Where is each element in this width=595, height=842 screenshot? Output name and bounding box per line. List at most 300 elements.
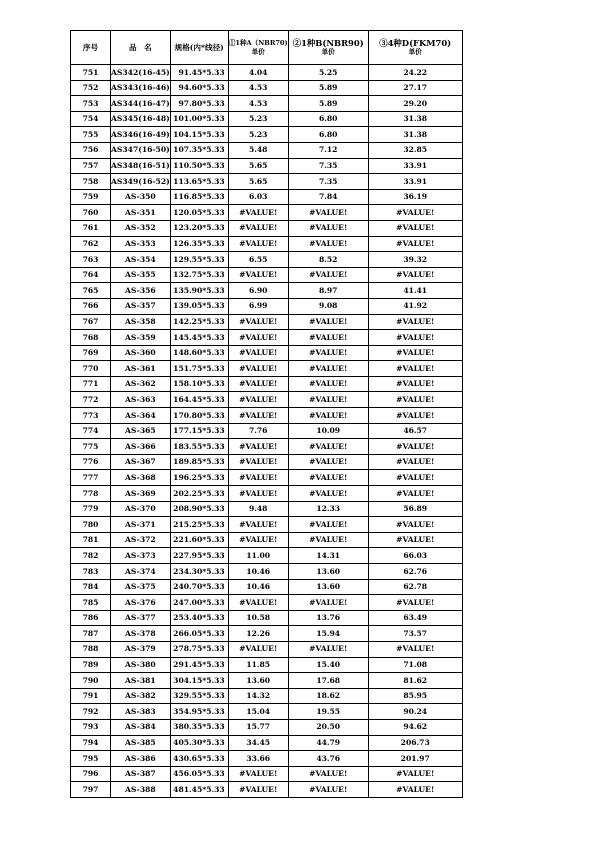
cell-name: AS-375: [111, 579, 171, 595]
cell-price-a: #VALUE!: [228, 641, 288, 657]
cell-name: AS-363: [111, 392, 171, 408]
cell-spec: 139.05*5.33: [170, 298, 228, 314]
cell-seq: 774: [71, 423, 111, 439]
cell-price-d: 46.57: [368, 423, 462, 439]
cell-price-d: 41.92: [368, 298, 462, 314]
cell-price-a: 5.23: [228, 127, 288, 143]
cell-price-d: 36.19: [368, 189, 462, 205]
cell-seq: 757: [71, 158, 111, 174]
cell-name: AS-371: [111, 517, 171, 533]
cell-name: AS-367: [111, 454, 171, 470]
cell-spec: 234.30*5.33: [170, 564, 228, 580]
table-row: [71, 657, 463, 673]
cell-spec: 266.05*5.33: [170, 626, 228, 642]
cell-name: AS-353: [111, 236, 171, 252]
cell-seq: 769: [71, 345, 111, 361]
cell-price-a: #VALUE!: [228, 267, 288, 283]
cell-price-d: 33.91: [368, 158, 462, 174]
cell-price-a: #VALUE!: [228, 595, 288, 611]
cell-spec: 253.40*5.33: [170, 610, 228, 626]
table-row: [71, 735, 463, 751]
cell-spec: 240.70*5.33: [170, 579, 228, 595]
cell-name: AS345(16-48): [111, 111, 171, 127]
cell-price-b: #VALUE!: [288, 267, 368, 283]
header-price-b: [288, 31, 368, 65]
cell-price-d: #VALUE!: [368, 408, 462, 424]
cell-seq: 789: [71, 657, 111, 673]
cell-name: AS-388: [111, 782, 171, 798]
cell-name: AS-386: [111, 751, 171, 767]
cell-price-a: #VALUE!: [228, 220, 288, 236]
cell-price-d: 62.78: [368, 579, 462, 595]
cell-price-a: 6.03: [228, 189, 288, 205]
cell-price-d: 41.41: [368, 283, 462, 299]
price-table: [70, 30, 463, 798]
cell-price-b: 5.25: [288, 65, 368, 81]
cell-price-d: 27.17: [368, 80, 462, 96]
cell-name: AS-387: [111, 766, 171, 782]
cell-name: AS343(16-46): [111, 80, 171, 96]
cell-price-d: #VALUE!: [368, 439, 462, 455]
cell-seq: 779: [71, 501, 111, 517]
cell-seq: 795: [71, 751, 111, 767]
table-row: [71, 252, 463, 268]
header-seq: [71, 31, 111, 65]
cell-price-a: 11.85: [228, 657, 288, 673]
cell-price-b: #VALUE!: [288, 532, 368, 548]
cell-price-b: 5.89: [288, 80, 368, 96]
cell-seq: 780: [71, 517, 111, 533]
cell-name: AS-364: [111, 408, 171, 424]
cell-name: AS-373: [111, 548, 171, 564]
cell-price-d: 94.62: [368, 719, 462, 735]
cell-price-a: 10.46: [228, 579, 288, 595]
cell-name: AS-362: [111, 376, 171, 392]
cell-price-b: #VALUE!: [288, 330, 368, 346]
cell-seq: 767: [71, 314, 111, 330]
cell-price-d: #VALUE!: [368, 220, 462, 236]
cell-spec: 126.35*5.33: [170, 236, 228, 252]
cell-price-b: 7.12: [288, 142, 368, 158]
cell-price-a: 10.58: [228, 610, 288, 626]
cell-price-b: 13.76: [288, 610, 368, 626]
table-row: [71, 158, 463, 174]
cell-price-a: 4.53: [228, 80, 288, 96]
cell-price-a: 4.53: [228, 96, 288, 112]
header-price-b-sub: 单价: [321, 48, 335, 57]
cell-name: AS-381: [111, 673, 171, 689]
cell-price-b: 13.60: [288, 579, 368, 595]
cell-price-d: 24.22: [368, 65, 462, 81]
table-header: [71, 31, 463, 65]
cell-spec: 145.45*5.33: [170, 330, 228, 346]
cell-price-b: 43.76: [288, 751, 368, 767]
cell-price-b: 14.31: [288, 548, 368, 564]
header-name: [111, 31, 171, 65]
cell-price-a: 15.04: [228, 704, 288, 720]
cell-name: AS346(16-49): [111, 127, 171, 143]
cell-price-d: #VALUE!: [368, 361, 462, 377]
cell-price-d: 31.38: [368, 127, 462, 143]
cell-price-d: 63.49: [368, 610, 462, 626]
cell-price-d: #VALUE!: [368, 314, 462, 330]
cell-seq: 773: [71, 408, 111, 424]
cell-price-d: #VALUE!: [368, 205, 462, 221]
cell-name: AS-352: [111, 220, 171, 236]
cell-seq: 778: [71, 486, 111, 502]
cell-seq: 760: [71, 205, 111, 221]
cell-price-a: 10.46: [228, 564, 288, 580]
cell-price-a: 5.65: [228, 174, 288, 190]
cell-price-a: 12.26: [228, 626, 288, 642]
cell-spec: 142.25*5.33: [170, 314, 228, 330]
cell-seq: 762: [71, 236, 111, 252]
table-row: [71, 782, 463, 798]
cell-name: AS-377: [111, 610, 171, 626]
cell-spec: 183.55*5.33: [170, 439, 228, 455]
table-row: [71, 626, 463, 642]
cell-price-a: 6.55: [228, 252, 288, 268]
cell-name: AS-356: [111, 283, 171, 299]
table-row: [71, 486, 463, 502]
table-row: [71, 345, 463, 361]
table-row: [71, 392, 463, 408]
cell-price-b: #VALUE!: [288, 641, 368, 657]
cell-seq: 772: [71, 392, 111, 408]
cell-price-b: 6.80: [288, 111, 368, 127]
cell-name: AS-359: [111, 330, 171, 346]
cell-seq: 794: [71, 735, 111, 751]
cell-price-d: #VALUE!: [368, 470, 462, 486]
cell-name: AS-378: [111, 626, 171, 642]
cell-price-a: #VALUE!: [228, 330, 288, 346]
cell-price-d: 39.32: [368, 252, 462, 268]
cell-price-a: 6.99: [228, 298, 288, 314]
cell-seq: 759: [71, 189, 111, 205]
cell-price-b: 7.84: [288, 189, 368, 205]
cell-price-b: 8.97: [288, 283, 368, 299]
header-row: [71, 31, 463, 65]
table-row: [71, 704, 463, 720]
cell-price-a: 6.90: [228, 283, 288, 299]
cell-seq: 752: [71, 80, 111, 96]
cell-price-b: 12.33: [288, 501, 368, 517]
cell-price-a: #VALUE!: [228, 361, 288, 377]
table-row: [71, 174, 463, 190]
cell-name: AS344(16-47): [111, 96, 171, 112]
cell-seq: 766: [71, 298, 111, 314]
cell-price-a: #VALUE!: [228, 454, 288, 470]
cell-price-d: 62.76: [368, 564, 462, 580]
cell-price-a: 5.65: [228, 158, 288, 174]
table-row: [71, 376, 463, 392]
table-row: [71, 127, 463, 143]
cell-seq: 784: [71, 579, 111, 595]
cell-spec: 110.50*5.33: [170, 158, 228, 174]
cell-price-b: 19.55: [288, 704, 368, 720]
cell-price-b: 17.68: [288, 673, 368, 689]
cell-price-d: 33.91: [368, 174, 462, 190]
cell-spec: 116.85*5.33: [170, 189, 228, 205]
cell-spec: 170.80*5.33: [170, 408, 228, 424]
table-row: [71, 189, 463, 205]
cell-price-a: 4.04: [228, 65, 288, 81]
cell-seq: 753: [71, 96, 111, 112]
table-row: [71, 688, 463, 704]
cell-name: AS-380: [111, 657, 171, 673]
table-row: [71, 361, 463, 377]
cell-price-d: #VALUE!: [368, 782, 462, 798]
header-price-a: [228, 31, 288, 65]
cell-seq: 796: [71, 766, 111, 782]
cell-price-d: 56.89: [368, 501, 462, 517]
table-row: [71, 65, 463, 81]
cell-seq: 756: [71, 142, 111, 158]
cell-price-a: 34.45: [228, 735, 288, 751]
cell-name: AS-384: [111, 719, 171, 735]
cell-price-b: 13.60: [288, 564, 368, 580]
cell-price-d: 201.97: [368, 751, 462, 767]
table-row: [71, 517, 463, 533]
table-row: [71, 298, 463, 314]
cell-spec: 481.45*5.33: [170, 782, 228, 798]
cell-seq: 788: [71, 641, 111, 657]
cell-name: AS347(16-50): [111, 142, 171, 158]
cell-spec: 148.60*5.33: [170, 345, 228, 361]
cell-spec: 104.15*5.33: [170, 127, 228, 143]
table-row: [71, 314, 463, 330]
cell-price-b: #VALUE!: [288, 236, 368, 252]
header-seq-label: 序号: [82, 42, 99, 52]
table-row: [71, 751, 463, 767]
header-price-d-title: ③4种D(FKM70): [379, 38, 452, 48]
cell-price-a: #VALUE!: [228, 532, 288, 548]
cell-price-a: 7.76: [228, 423, 288, 439]
cell-seq: 790: [71, 673, 111, 689]
cell-price-a: #VALUE!: [228, 314, 288, 330]
cell-price-a: #VALUE!: [228, 345, 288, 361]
table-row: [71, 532, 463, 548]
cell-price-d: #VALUE!: [368, 641, 462, 657]
header-price-b-title: ②1种B(NBR90): [292, 38, 364, 48]
cell-spec: 227.95*5.33: [170, 548, 228, 564]
table-row: [71, 548, 463, 564]
cell-spec: 164.45*5.33: [170, 392, 228, 408]
cell-seq: 777: [71, 470, 111, 486]
cell-price-b: #VALUE!: [288, 220, 368, 236]
cell-price-b: #VALUE!: [288, 205, 368, 221]
cell-seq: 787: [71, 626, 111, 642]
cell-price-d: #VALUE!: [368, 532, 462, 548]
table-row: [71, 142, 463, 158]
cell-price-b: #VALUE!: [288, 408, 368, 424]
cell-name: AS-355: [111, 267, 171, 283]
table-row: [71, 501, 463, 517]
cell-price-b: #VALUE!: [288, 314, 368, 330]
cell-spec: 123.20*5.33: [170, 220, 228, 236]
cell-spec: 456.05*5.33: [170, 766, 228, 782]
cell-spec: 208.90*5.33: [170, 501, 228, 517]
cell-spec: 278.75*5.33: [170, 641, 228, 657]
cell-seq: 775: [71, 439, 111, 455]
header-price-a-title: ①1种A（NBR70): [228, 38, 288, 47]
cell-spec: 151.75*5.33: [170, 361, 228, 377]
table-row: [71, 564, 463, 580]
cell-price-b: 10.09: [288, 423, 368, 439]
table-row: [71, 330, 463, 346]
cell-name: AS-374: [111, 564, 171, 580]
cell-seq: 791: [71, 688, 111, 704]
header-name-label: 品 名: [128, 42, 152, 52]
cell-price-d: 73.57: [368, 626, 462, 642]
cell-spec: 177.15*5.33: [170, 423, 228, 439]
cell-price-b: 44.79: [288, 735, 368, 751]
cell-name: AS-354: [111, 252, 171, 268]
cell-spec: 101.00*5.33: [170, 111, 228, 127]
cell-spec: 158.10*5.33: [170, 376, 228, 392]
cell-price-d: 32.85: [368, 142, 462, 158]
cell-price-a: 13.60: [228, 673, 288, 689]
table-row: [71, 111, 463, 127]
cell-price-b: 8.52: [288, 252, 368, 268]
header-price-d-sub: 单价: [408, 48, 422, 57]
cell-seq: 792: [71, 704, 111, 720]
table-row: [71, 439, 463, 455]
cell-price-b: #VALUE!: [288, 345, 368, 361]
table-row: [71, 80, 463, 96]
cell-spec: 329.55*5.33: [170, 688, 228, 704]
cell-name: AS348(16-51): [111, 158, 171, 174]
cell-price-a: #VALUE!: [228, 486, 288, 502]
cell-seq: 776: [71, 454, 111, 470]
cell-price-b: 20.50: [288, 719, 368, 735]
cell-price-a: #VALUE!: [228, 392, 288, 408]
cell-price-d: 85.95: [368, 688, 462, 704]
cell-name: AS-360: [111, 345, 171, 361]
cell-price-d: #VALUE!: [368, 517, 462, 533]
cell-price-d: 29.20: [368, 96, 462, 112]
cell-name: AS-361: [111, 361, 171, 377]
cell-price-a: 5.23: [228, 111, 288, 127]
cell-spec: 291.45*5.33: [170, 657, 228, 673]
table-body: [71, 65, 463, 798]
cell-name: AS-366: [111, 439, 171, 455]
cell-spec: 247.00*5.33: [170, 595, 228, 611]
cell-price-d: #VALUE!: [368, 345, 462, 361]
cell-seq: 761: [71, 220, 111, 236]
table-row: [71, 408, 463, 424]
cell-price-a: #VALUE!: [228, 517, 288, 533]
table-row: [71, 579, 463, 595]
cell-spec: 97.80*5.33: [170, 96, 228, 112]
cell-price-d: #VALUE!: [368, 486, 462, 502]
cell-price-a: 9.48: [228, 501, 288, 517]
cell-spec: 380.35*5.33: [170, 719, 228, 735]
cell-seq: 786: [71, 610, 111, 626]
cell-spec: 354.95*5.33: [170, 704, 228, 720]
cell-seq: 765: [71, 283, 111, 299]
cell-spec: 189.85*5.33: [170, 454, 228, 470]
table-row: [71, 454, 463, 470]
cell-price-b: #VALUE!: [288, 392, 368, 408]
cell-price-b: #VALUE!: [288, 486, 368, 502]
cell-name: AS-370: [111, 501, 171, 517]
cell-price-d: 206.73: [368, 735, 462, 751]
cell-spec: 202.25*5.33: [170, 486, 228, 502]
cell-seq: 764: [71, 267, 111, 283]
table-row: [71, 220, 463, 236]
cell-seq: 758: [71, 174, 111, 190]
cell-seq: 785: [71, 595, 111, 611]
cell-price-d: #VALUE!: [368, 595, 462, 611]
cell-price-a: 33.66: [228, 751, 288, 767]
cell-price-b: #VALUE!: [288, 766, 368, 782]
cell-price-d: 71.08: [368, 657, 462, 673]
cell-spec: 120.05*5.33: [170, 205, 228, 221]
cell-price-b: #VALUE!: [288, 517, 368, 533]
cell-price-d: #VALUE!: [368, 454, 462, 470]
cell-name: AS-369: [111, 486, 171, 502]
cell-seq: 754: [71, 111, 111, 127]
cell-seq: 781: [71, 532, 111, 548]
cell-name: AS-358: [111, 314, 171, 330]
cell-price-d: #VALUE!: [368, 236, 462, 252]
cell-price-d: #VALUE!: [368, 330, 462, 346]
cell-seq: 797: [71, 782, 111, 798]
cell-name: AS-368: [111, 470, 171, 486]
cell-spec: 221.60*5.33: [170, 532, 228, 548]
cell-seq: 770: [71, 361, 111, 377]
cell-seq: 755: [71, 127, 111, 143]
cell-spec: 430.65*5.33: [170, 751, 228, 767]
table-row: [71, 96, 463, 112]
cell-seq: 768: [71, 330, 111, 346]
cell-price-a: #VALUE!: [228, 205, 288, 221]
cell-name: AS-379: [111, 641, 171, 657]
cell-spec: 215.25*5.33: [170, 517, 228, 533]
cell-name: AS-365: [111, 423, 171, 439]
header-spec: [170, 31, 228, 65]
cell-price-b: 6.80: [288, 127, 368, 143]
cell-price-d: #VALUE!: [368, 376, 462, 392]
cell-spec: 304.15*5.33: [170, 673, 228, 689]
cell-price-d: 81.62: [368, 673, 462, 689]
table-row: [71, 267, 463, 283]
cell-name: AS-357: [111, 298, 171, 314]
cell-spec: 196.25*5.33: [170, 470, 228, 486]
cell-name: AS-351: [111, 205, 171, 221]
cell-price-d: #VALUE!: [368, 267, 462, 283]
cell-spec: 129.55*5.33: [170, 252, 228, 268]
cell-price-b: #VALUE!: [288, 470, 368, 486]
header-price-a-sub: 单价: [251, 47, 265, 56]
cell-price-b: #VALUE!: [288, 454, 368, 470]
cell-name: AS-382: [111, 688, 171, 704]
cell-price-b: #VALUE!: [288, 376, 368, 392]
cell-name: AS-372: [111, 532, 171, 548]
cell-name: AS-385: [111, 735, 171, 751]
table-row: [71, 595, 463, 611]
cell-spec: 113.65*5.33: [170, 174, 228, 190]
cell-spec: 91.45*5.33: [170, 65, 228, 81]
cell-name: AS342(16-45): [111, 65, 171, 81]
cell-price-b: #VALUE!: [288, 361, 368, 377]
cell-seq: 793: [71, 719, 111, 735]
cell-price-a: 14.32: [228, 688, 288, 704]
cell-seq: 771: [71, 376, 111, 392]
table-row: [71, 610, 463, 626]
cell-price-b: 15.94: [288, 626, 368, 642]
